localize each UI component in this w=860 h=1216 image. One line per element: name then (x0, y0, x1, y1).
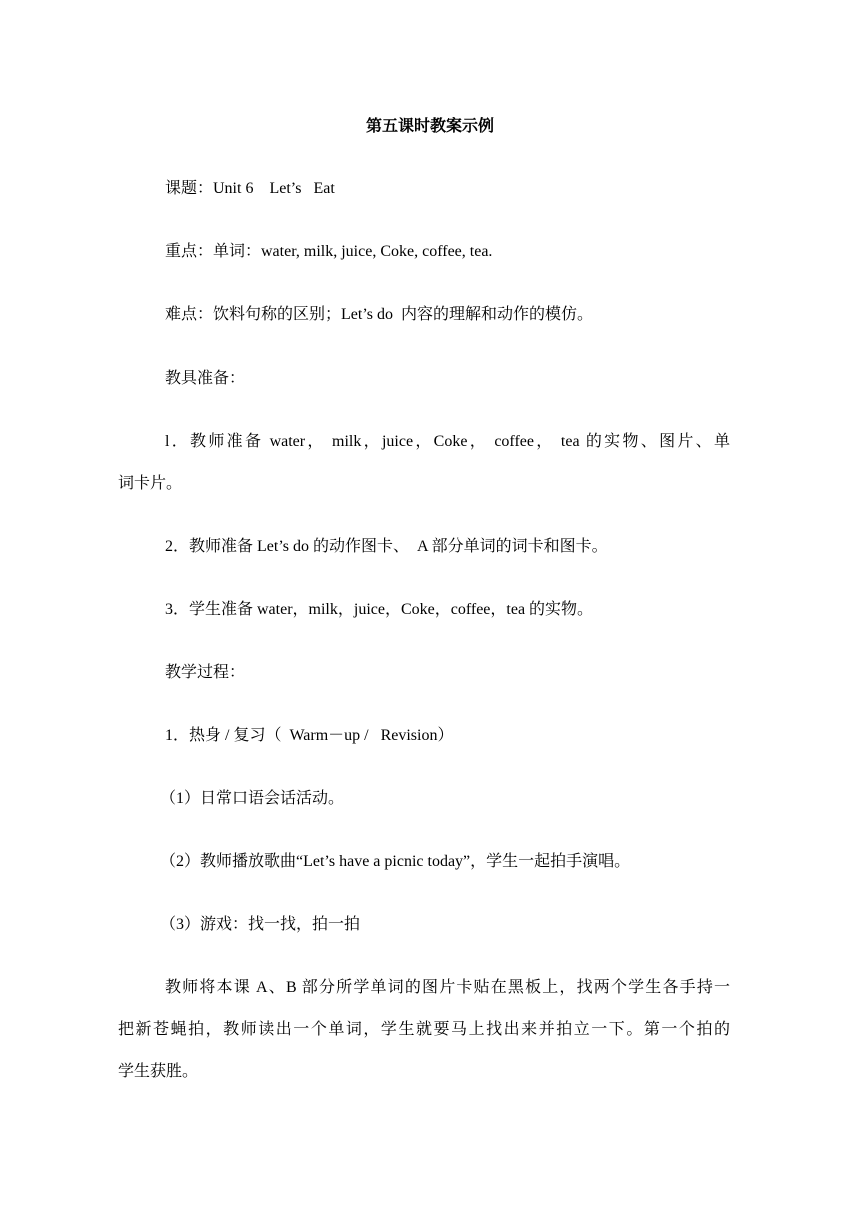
materials-item-2: 2．教师准备 Let’s do 的动作图卡、 A 部分单词的词卡和图卡。 (165, 538, 608, 555)
process-heading: 教学过程： (165, 664, 246, 681)
key-points-line: 重点：单词：water, milk, juice, Coke, coffee, tea. (165, 243, 493, 260)
process-step-1: 1．热身 / 复习（ Warm－up / Revision） (165, 727, 454, 744)
game-description-line-3: 学生获胜。 (118, 1063, 199, 1080)
materials-heading: 教具准备： (165, 370, 246, 387)
document-title: 第五课时教案示例 (365, 118, 494, 135)
game-description-line-1: 教师将本课 A、B 部分所学单词的图片卡贴在黑板上，找两个学生各手持一 (165, 979, 730, 996)
difficulties-line: 难点：饮料句称的区别；Let’s do 内容的理解和动作的模仿。 (165, 306, 593, 323)
materials-item-1-line-2: 词卡片。 (118, 475, 183, 492)
topic-line: 课题：Unit 6 Let’s Eat (165, 180, 335, 197)
materials-item-3: 3．学生准备 water，milk，juice，Coke，coffee，tea 的实物。 (165, 601, 594, 618)
game-description-line-2: 把新苍蝇拍，教师读出一个单词，学生就要马上找出来并拍立一下。第一个拍的 (118, 1021, 730, 1038)
process-sub-item-3: （3）游戏：找一找，拍一拍 (160, 916, 361, 933)
process-sub-item-2: （2）教师播放歌曲“Let’s have a picnic today”，学生一起拍手演唱。 (160, 853, 631, 870)
process-sub-item-1: （1）日常口语会话活动。 (160, 790, 345, 807)
materials-item-1-line-1: l．教师准备 water， milk，juice，Coke， coffee， tea 的实物、图片、单 (165, 433, 730, 450)
